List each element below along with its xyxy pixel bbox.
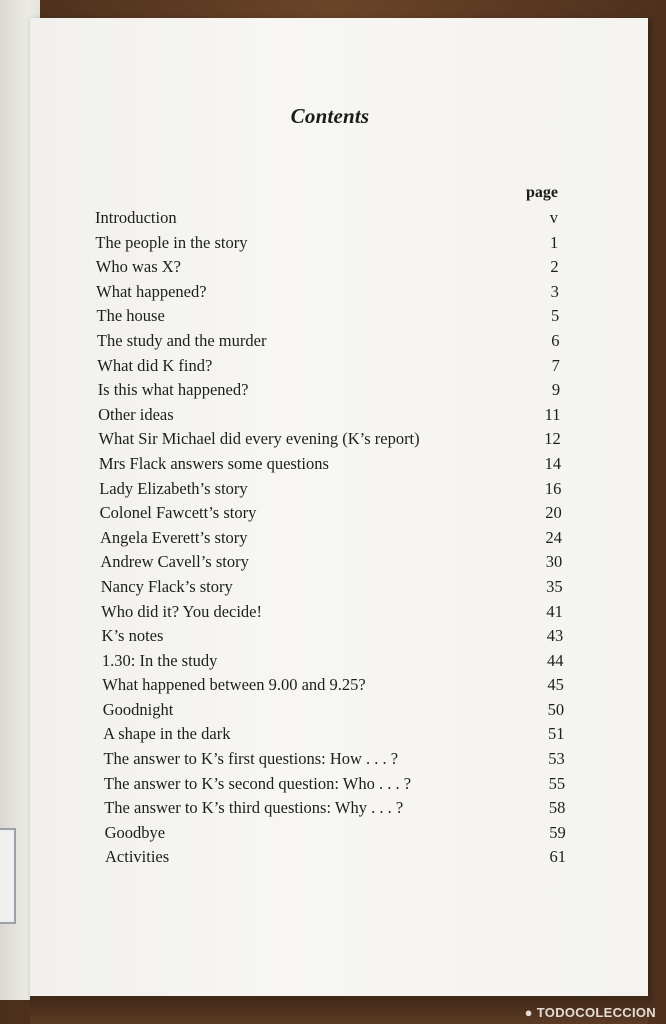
toc-entry-title: Who did it? You decide!: [101, 601, 262, 621]
toc-entry-page-number: 12: [544, 429, 561, 449]
toc-entry-title: Other ideas: [98, 404, 174, 424]
toc-entry: [0, 329, 666, 354]
toc-entry-title: Nancy Flack’s story: [100, 576, 233, 596]
toc-entry: [0, 280, 666, 305]
toc-entry-page-number: 2: [550, 257, 559, 277]
watermark-dot-icon: ●: [524, 1005, 533, 1020]
toc-entry: [0, 649, 666, 674]
toc-entry-title: The house: [96, 306, 165, 326]
toc-entry-title: What happened between 9.00 and 9.25?: [102, 675, 366, 695]
toc-entry-title: What did K find?: [97, 355, 213, 375]
toc-entry-title: Andrew Cavell’s story: [100, 552, 249, 572]
toc-entry: [0, 304, 666, 329]
toc-entry-page-number: 58: [548, 798, 566, 818]
toc-entry-title: What Sir Michael did every evening (K’s report): [98, 429, 420, 449]
toc-entry: [0, 501, 666, 526]
table-of-contents: [0, 206, 666, 870]
toc-entry-page-number: 11: [544, 404, 561, 424]
toc-entry: [0, 378, 666, 403]
toc-entry-page-number: 20: [545, 503, 562, 523]
toc-entry-page-number: 16: [544, 478, 562, 498]
toc-entry: [0, 477, 666, 502]
toc-entry: [0, 526, 666, 551]
toc-entry: [0, 600, 666, 625]
toc-entry-page-number: 55: [548, 773, 566, 793]
toc-entry: [0, 698, 666, 723]
page-title: Contents: [290, 104, 370, 128]
page-column-header: page: [526, 184, 558, 201]
toc-entry: [0, 354, 666, 379]
toc-entry-title: Colonel Fawcett’s story: [99, 503, 257, 523]
toc-entry-page-number: 30: [545, 552, 563, 572]
toc-entry: [0, 747, 666, 772]
toc-entry-title: K’s notes: [101, 626, 164, 646]
toc-entry: [0, 255, 666, 280]
toc-entry-page-number: 59: [549, 822, 566, 842]
toc-entry-title: Activities: [105, 847, 170, 867]
toc-entry: [0, 206, 666, 231]
toc-entry-page-number: 50: [547, 699, 565, 719]
watermark: [525, 1005, 656, 1020]
toc-entry-title: Angela Everett’s story: [100, 527, 248, 547]
toc-entry: [0, 624, 666, 649]
toc-entry: [0, 452, 666, 477]
toc-entry-title: Lady Elizabeth’s story: [99, 478, 248, 498]
toc-entry-page-number: v: [549, 208, 558, 227]
toc-entry-page-number: 5: [550, 306, 560, 326]
toc-entry: [0, 673, 666, 698]
toc-entry-page-number: 14: [544, 453, 562, 473]
toc-entry: [0, 427, 666, 452]
toc-entry-title: 1.30: In the study: [101, 650, 218, 670]
toc-entry-title: Introduction: [95, 208, 177, 227]
toc-entry-title: Goodnight: [102, 699, 174, 719]
toc-entry-page-number: 43: [546, 626, 564, 646]
toc-entry: [0, 821, 666, 846]
toc-entry-title: A shape in the dark: [103, 724, 231, 744]
toc-entry-title: The answer to K’s second question: Who . . . ?: [103, 773, 412, 793]
toc-entry-title: Who was X?: [95, 257, 181, 277]
toc-entry-page-number: 7: [551, 355, 560, 375]
toc-entry-page-number: 9: [551, 380, 561, 400]
toc-entry-title: The answer to K’s third questions: Why . . . ?: [104, 798, 404, 818]
toc-entry-page-number: 45: [547, 675, 564, 695]
toc-entry-page-number: 24: [545, 527, 562, 547]
toc-entry-page-number: 51: [547, 724, 565, 744]
toc-entry: [0, 772, 666, 797]
toc-entry: [0, 796, 666, 821]
toc-entry: [0, 845, 666, 870]
toc-entry: [0, 722, 666, 747]
toc-entry: [0, 550, 666, 575]
toc-entry: [0, 231, 666, 256]
toc-entry-page-number: 53: [548, 749, 565, 769]
toc-entry-title: Goodbye: [104, 822, 166, 842]
toc-entry-page-number: 6: [551, 330, 560, 350]
toc-entry-page-number: 41: [546, 601, 563, 621]
toc-entry-title: The study and the murder: [96, 330, 267, 350]
toc-entry-title: The people in the story: [95, 232, 248, 252]
toc-entry-title: Is this what happened?: [97, 380, 249, 400]
toc-entry-page-number: 1: [550, 232, 559, 252]
toc-entry-title: The answer to K’s first questions: How . . . ?: [103, 749, 399, 769]
toc-entry-page-number: 35: [546, 576, 563, 596]
toc-entry: [0, 575, 666, 600]
toc-entry: [0, 403, 666, 428]
toc-entry-title: Mrs Flack answers some questions: [98, 453, 329, 473]
watermark-text: TODOCOLECCION: [536, 1005, 656, 1020]
toc-entry-page-number: 44: [547, 650, 564, 670]
toc-entry-title: What happened?: [96, 281, 207, 301]
toc-entry-page-number: 3: [550, 281, 559, 301]
toc-entry-page-number: 61: [549, 847, 566, 867]
